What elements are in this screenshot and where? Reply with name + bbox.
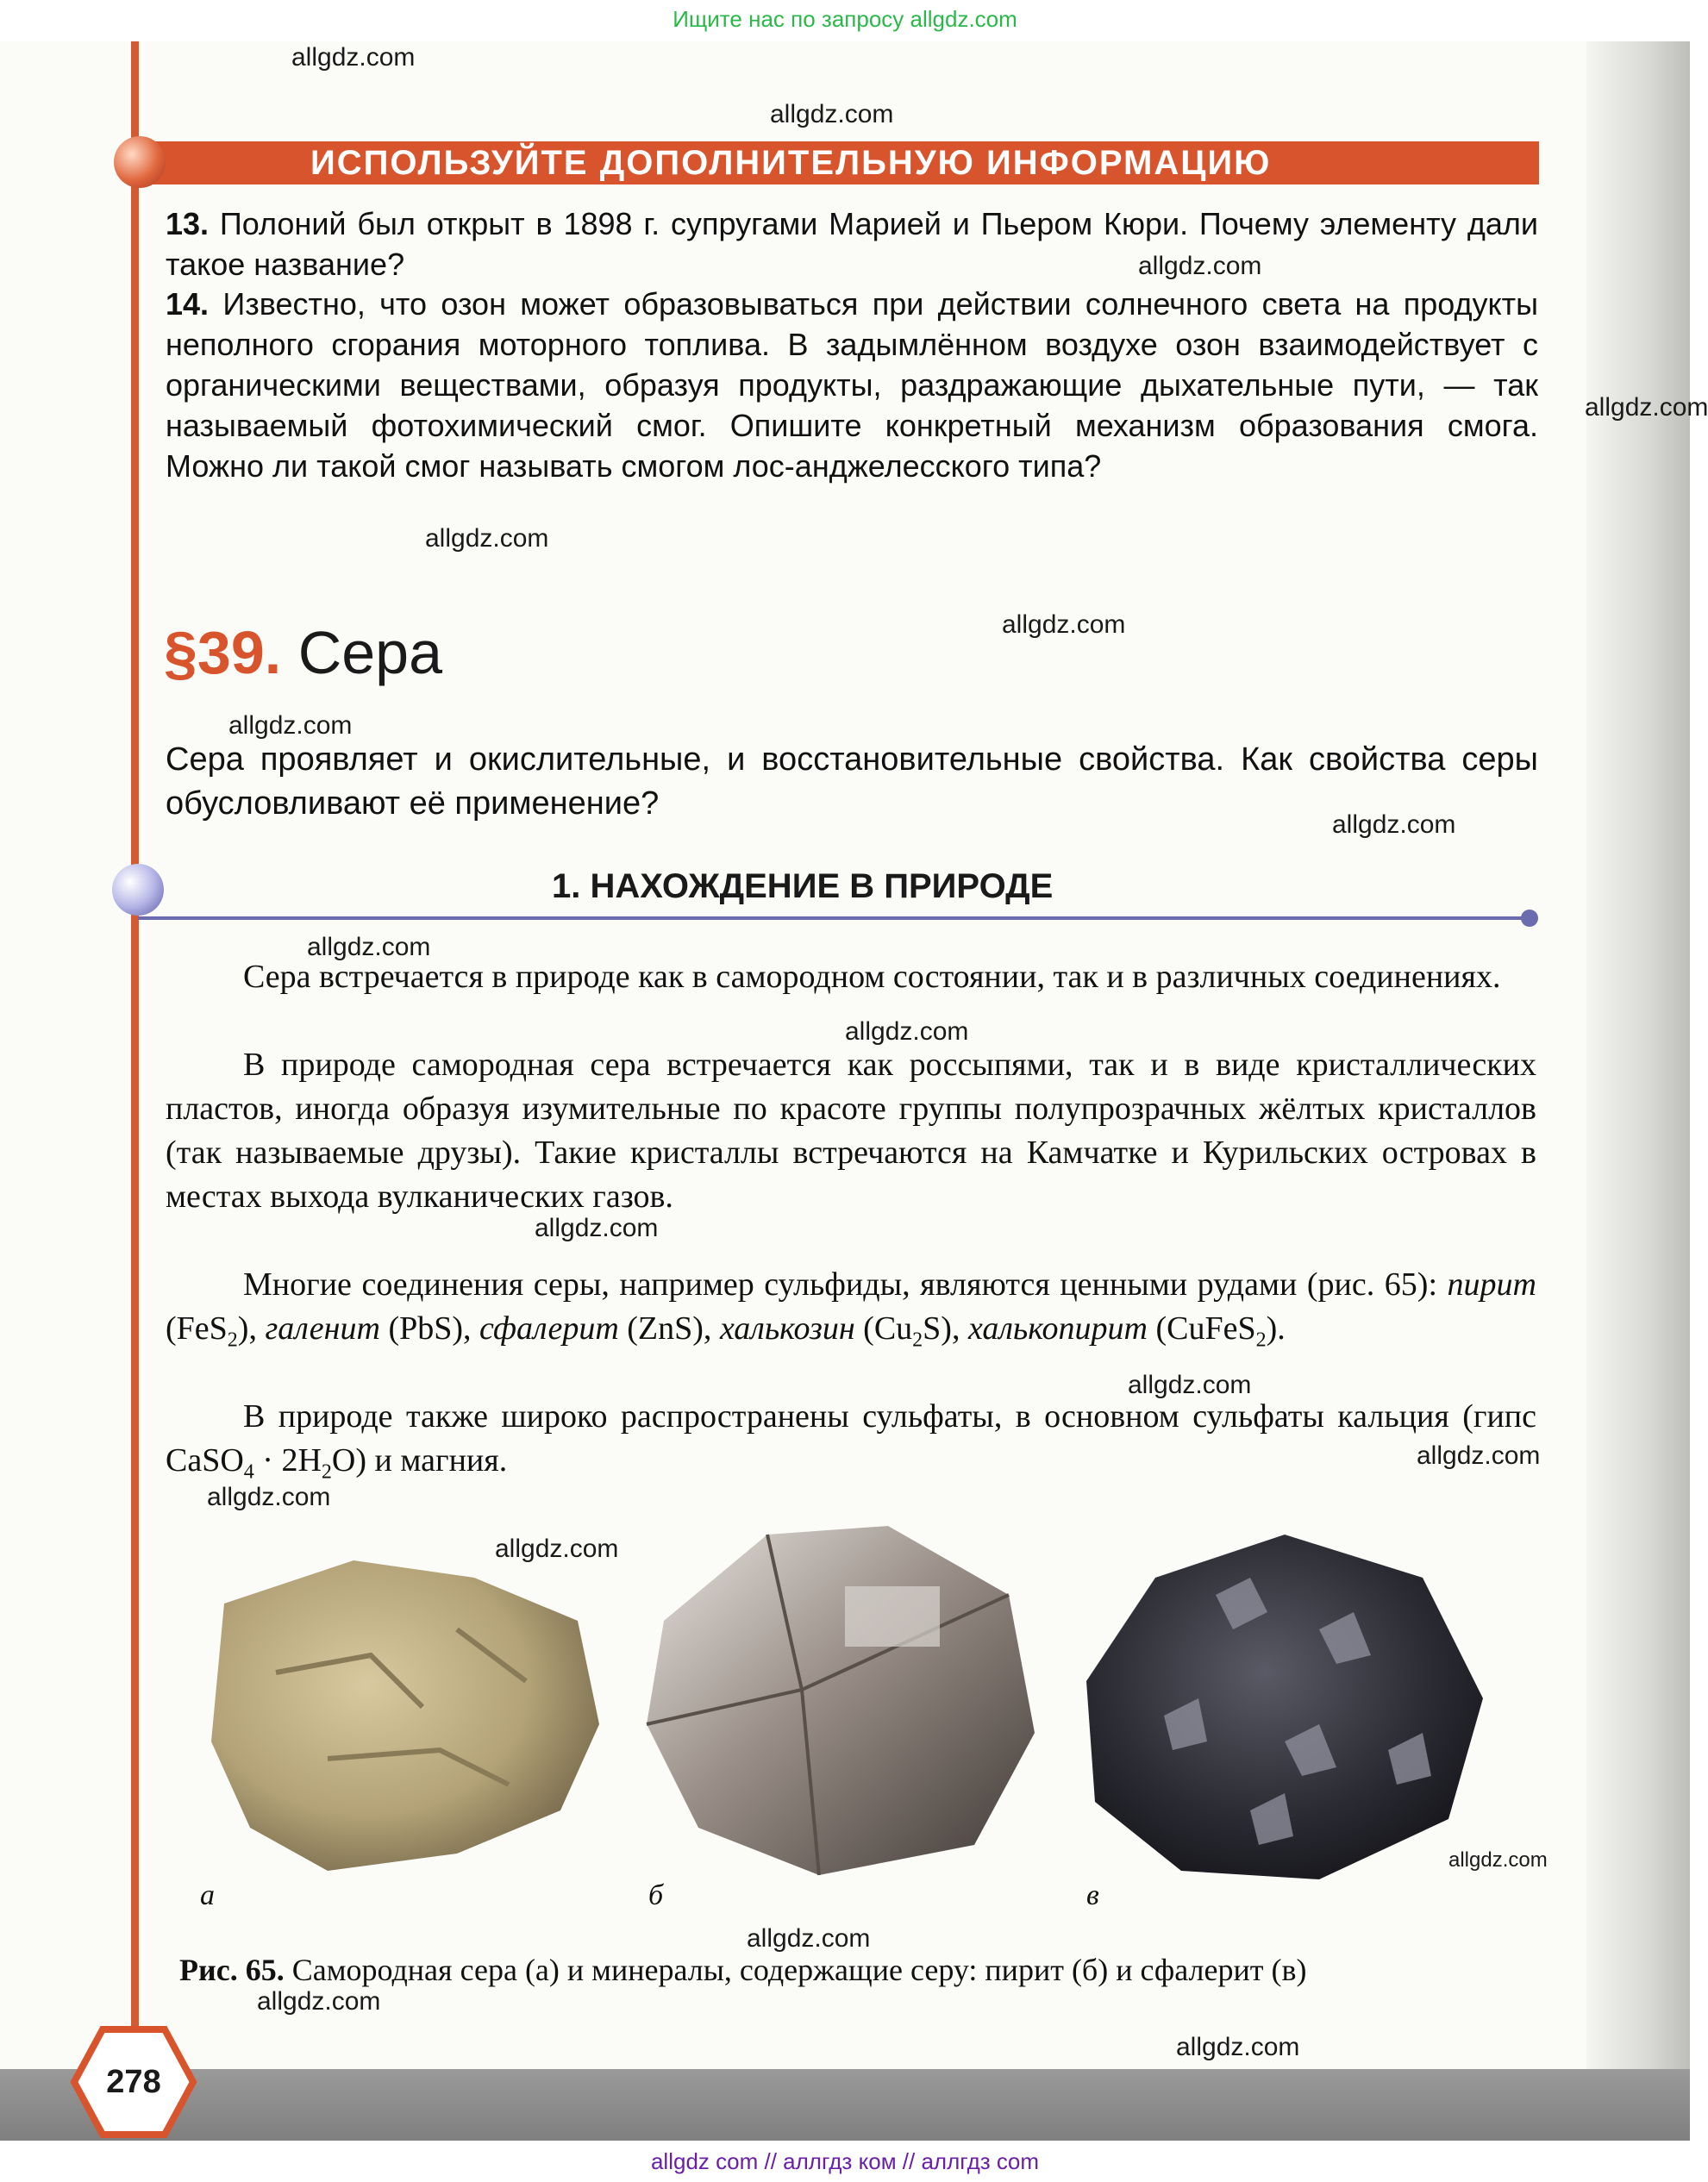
question-14: 14. Известно, что озон может образовываться при действии солнечного света на продукты неполного сгорания моторного топлива. В задымлённом воздухе озон взаимодействует с органическими веществами, образуя продукты, раздражающие дыхательные пути, — так называемый фотохимический смог. Опишите конкретный механизм образования смога. Можно ли такой смог называть смогом лос-анджелесского типа? [166, 286, 1538, 484]
blue-bullet-icon [112, 864, 164, 916]
watermark: allgdz.com [307, 933, 431, 961]
watermark: allgdz.com [1138, 252, 1262, 280]
red-bullet-icon [114, 136, 166, 188]
watermark: allgdz.com [1002, 610, 1126, 639]
watermark: allgdz.com [535, 1214, 659, 1242]
figure-caption: Рис. 65. Самородная сера (а) и минералы, содержащие серу: пирит (б) и сфалерит (в) [179, 1953, 1307, 1987]
margin-line [131, 41, 139, 2050]
info-header-bar [134, 141, 1539, 184]
watermark: allgdz.com [207, 1483, 331, 1511]
watermark: allgdz.com [1585, 393, 1708, 422]
footer-banner[interactable]: allgdz com // аллгдз ком // аллгдз com [650, 2148, 1040, 2174]
body-paragraph-4: В природе также широко распространены сульфаты, в основном сульфаты кальция (гипс CaSO$_4$ · $2H_2O$) и магния. [166, 1398, 1536, 1484]
paragraph-heading [164, 614, 442, 691]
watermark: allgdz.com [228, 711, 353, 740]
watermark: allgdz.com [257, 1987, 381, 2016]
watermark: allgdz.com [1128, 1371, 1252, 1399]
lead-question: Сера проявляет и окислительные, и восстановительные свойства. Как свойства серы обусловливают её применение? [166, 741, 1538, 822]
paragraph-title: Сера [297, 619, 443, 686]
figure-label-b: б [648, 1879, 664, 1911]
question-13: 13. Полоний был открыт в 1898 г. супругами Марией и Пьером Кюри. Почему элементу дали такое название? [166, 206, 1538, 282]
minerals-figure [198, 1517, 1517, 1911]
section-title: 1. НАХОЖДЕНИЕ В ПРИРОДЕ [552, 867, 1054, 905]
figure-label-a: а [200, 1879, 215, 1911]
watermark: allgdz.com [770, 100, 894, 128]
figure-label-v: в [1086, 1879, 1099, 1911]
watermark: allgdz.com [747, 1924, 871, 1953]
body-paragraph-2: В природе самородная сера встречается как россыпями, так и в виде кристаллических пластов, иногда образуя изумительные по красоте группы полупрозрачных жёлтых кристаллов (так называемые друзы). Такие кристаллы встречаются на Камчатке и Курильских островах в местах выхода вулканических газов. [166, 1047, 1536, 1215]
paragraph-number: §39. [164, 619, 282, 686]
body-paragraph-1: Сера встречается в природе как в самородном состоянии, так и в различных соединениях. [243, 959, 1501, 995]
watermark: allgdz.com [1332, 810, 1456, 839]
watermark: allgdz.com [1448, 1848, 1548, 1872]
watermark: allgdz.com [845, 1017, 969, 1046]
watermark: allgdz.com [1417, 1441, 1541, 1470]
info-header-text: ИСПОЛЬЗУЙТЕ ДОПОЛНИТЕЛЬНУЮ ИНФОРМАЦИЮ [310, 144, 1272, 182]
section-rule [138, 916, 1530, 920]
book-spine [1586, 41, 1690, 2141]
watermark: allgdz.com [425, 524, 549, 553]
pyrite-image [629, 1517, 1043, 1879]
watermark: allgdz.com [495, 1535, 619, 1563]
section-rule-dot [1521, 910, 1538, 927]
watermark: allgdz.com [291, 43, 416, 72]
page-number: 278 [106, 2064, 161, 2100]
top-banner[interactable]: Ищите нас по запросу allgdz.com [673, 6, 1017, 32]
bottom-strip [0, 2069, 1690, 2141]
sphalerite-image [1060, 1526, 1492, 1888]
native-sulfur-image [198, 1552, 604, 1879]
watermark: allgdz.com [1176, 2033, 1300, 2061]
body-paragraph-3: Многие соединения серы, например сульфиды, являются ценными рудами (рис. 65): пирит (FeS$_2$), галенит (PbS), сфалерит (ZnS), халькозин $(Cu_2S)$, халькопирит (CuFeS$_2$). [166, 1266, 1536, 1352]
